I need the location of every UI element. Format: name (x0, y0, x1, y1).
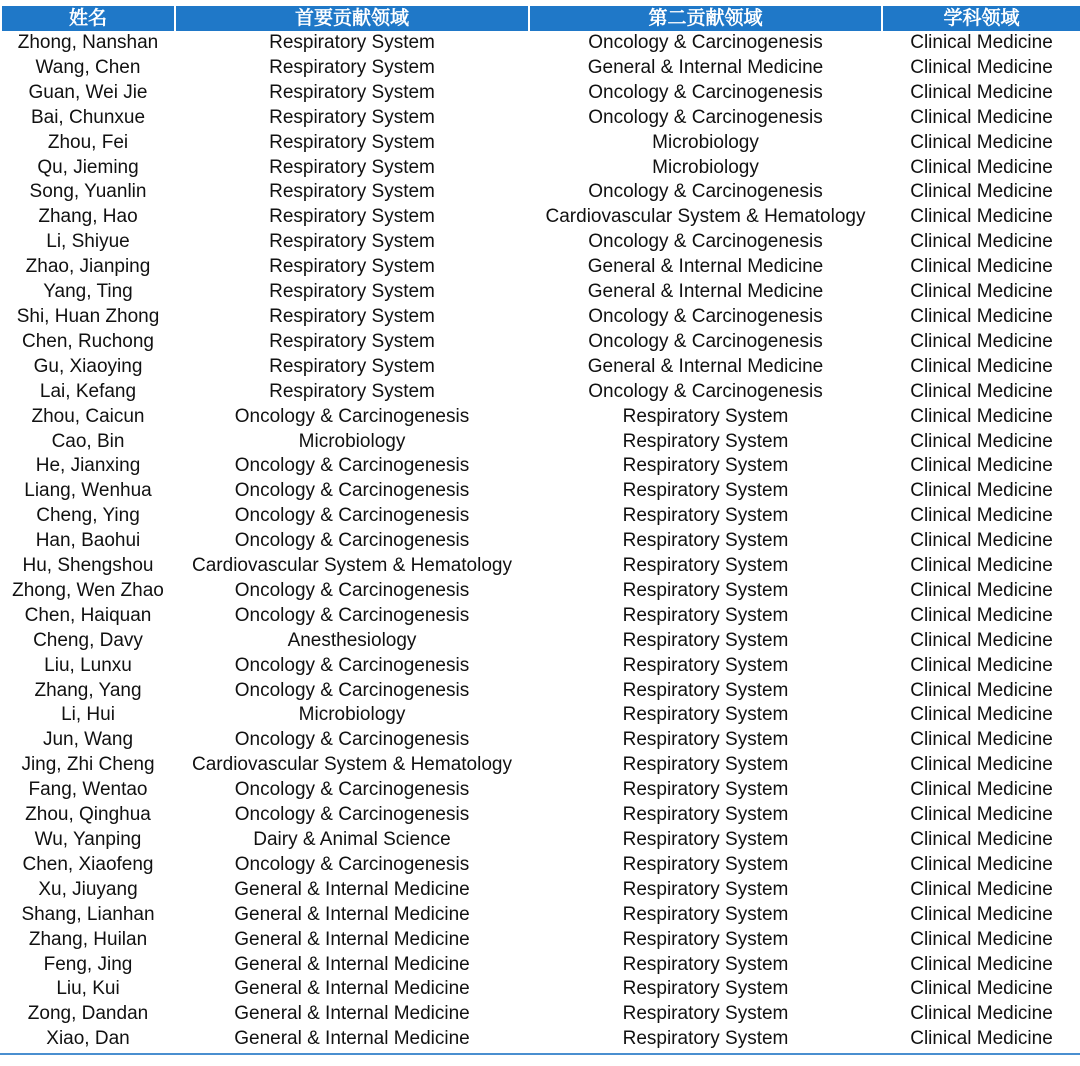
cell-name: Chen, Xiaofeng (22, 853, 154, 875)
cell-discipline: Clinical Medicine (910, 181, 1053, 203)
researcher-table-container (0, 6, 1080, 1052)
cell-secondary-field: Respiratory System (622, 679, 789, 701)
cell-primary-field: Oncology & Carcinogenesis (234, 729, 470, 751)
cell-secondary-field: Respiratory System (622, 779, 789, 801)
cell-primary-field: Respiratory System (269, 81, 435, 103)
table-row (1, 853, 1080, 878)
cell-discipline: Clinical Medicine (910, 206, 1053, 228)
researcher-table (0, 6, 1080, 1052)
header-name: 姓名 (1, 6, 175, 31)
table-row (1, 629, 1080, 654)
cell-secondary-field: Respiratory System (622, 754, 789, 776)
cell-name: Liu, Kui (56, 978, 120, 1000)
cell-name: Guan, Wei Jie (28, 81, 148, 103)
cell-discipline: Clinical Medicine (910, 953, 1053, 975)
cell-discipline: Clinical Medicine (910, 1028, 1053, 1050)
table-row (1, 1027, 1080, 1052)
cell-secondary-field: General & Internal Medicine (587, 56, 824, 78)
cell-primary-field: Respiratory System (269, 355, 435, 377)
cell-name: Zhong, Wen Zhao (12, 579, 164, 601)
table-row (1, 255, 1080, 280)
cell-discipline: Clinical Medicine (910, 305, 1053, 327)
cell-name: Feng, Jing (43, 953, 133, 975)
table-row (1, 928, 1080, 953)
table-row (1, 703, 1080, 728)
table-row (1, 728, 1080, 753)
cell-primary-field: Respiratory System (269, 131, 435, 153)
cell-name: Zhou, Qinghua (25, 804, 151, 826)
cell-primary-field: Oncology & Carcinogenesis (234, 455, 470, 477)
cell-discipline: Clinical Medicine (910, 405, 1053, 427)
table-row (1, 106, 1080, 131)
cell-name: Shi, Huan Zhong (16, 305, 160, 327)
cell-discipline: Clinical Medicine (910, 430, 1053, 452)
cell-discipline: Clinical Medicine (910, 754, 1053, 776)
cell-secondary-field: Respiratory System (622, 804, 789, 826)
cell-secondary-field: Respiratory System (622, 455, 789, 477)
cell-discipline: Clinical Medicine (910, 131, 1053, 153)
cell-primary-field: Cardiovascular System & Hematology (192, 555, 512, 577)
cell-discipline: Clinical Medicine (910, 455, 1053, 477)
cell-secondary-field: Respiratory System (622, 729, 789, 751)
cell-name: Han, Baohui (35, 530, 141, 552)
table-row (1, 1002, 1080, 1027)
cell-name: Cao, Bin (51, 430, 125, 452)
table-row (1, 156, 1080, 181)
table-row (1, 554, 1080, 579)
cell-primary-field: Oncology & Carcinogenesis (234, 530, 470, 552)
cell-primary-field: Respiratory System (269, 281, 435, 303)
table-row (1, 205, 1080, 230)
table-row (1, 430, 1080, 455)
cell-primary-field: Respiratory System (269, 32, 435, 53)
cell-discipline: Clinical Medicine (910, 56, 1053, 78)
cell-primary-field: Oncology & Carcinogenesis (234, 480, 470, 502)
cell-discipline: Clinical Medicine (910, 32, 1053, 53)
cell-name: Xu, Jiuyang (38, 878, 138, 900)
cell-discipline: Clinical Medicine (910, 330, 1053, 352)
cell-primary-field: Oncology & Carcinogenesis (234, 853, 470, 875)
cell-primary-field: Microbiology (298, 704, 406, 726)
cell-secondary-field: General & Internal Medicine (587, 256, 824, 278)
header-primary-field: 首要贡献领域 (175, 6, 529, 31)
cell-primary-field: Oncology & Carcinogenesis (234, 604, 470, 626)
cell-discipline: Clinical Medicine (910, 704, 1053, 726)
cell-name: Chen, Haiquan (24, 604, 152, 626)
cell-primary-field: General & Internal Medicine (234, 1028, 470, 1050)
table-row (1, 977, 1080, 1002)
cell-name: Wang, Chen (35, 56, 141, 78)
cell-name: Yang, Ting (43, 281, 133, 303)
table-row (1, 679, 1080, 704)
cell-secondary-field: Oncology & Carcinogenesis (588, 181, 823, 203)
cell-secondary-field: Respiratory System (622, 829, 789, 850)
table-row (1, 753, 1080, 778)
cell-secondary-field: Oncology & Carcinogenesis (588, 32, 823, 53)
table-header (1, 6, 1080, 31)
cell-secondary-field: Respiratory System (622, 579, 789, 601)
cell-primary-field: Respiratory System (269, 106, 435, 128)
cell-discipline: Clinical Medicine (910, 629, 1053, 651)
cell-discipline: Clinical Medicine (910, 106, 1053, 128)
cell-primary-field: General & Internal Medicine (234, 978, 470, 1000)
table-row (1, 180, 1080, 205)
cell-name: Jing, Zhi Cheng (21, 754, 155, 776)
cell-name: Bai, Chunxue (30, 106, 146, 128)
cell-discipline: Clinical Medicine (910, 256, 1053, 278)
cell-name: Xiao, Dan (46, 1028, 130, 1050)
cell-primary-field: General & Internal Medicine (234, 928, 470, 950)
cell-discipline: Clinical Medicine (910, 530, 1053, 552)
cell-name: Zhang, Hao (38, 206, 138, 228)
cell-primary-field: Respiratory System (269, 206, 435, 228)
table-row (1, 878, 1080, 903)
cell-name: Zhou, Caicun (31, 405, 145, 427)
cell-primary-field: General & Internal Medicine (234, 953, 470, 975)
cell-secondary-field: Microbiology (652, 156, 759, 178)
cell-secondary-field: Respiratory System (622, 1028, 789, 1050)
table-row (1, 454, 1080, 479)
cell-name: Li, Shiyue (46, 231, 130, 253)
cell-name: Zhang, Yang (34, 679, 142, 701)
cell-discipline: Clinical Medicine (910, 829, 1053, 850)
cell-secondary-field: Oncology & Carcinogenesis (588, 380, 823, 402)
cell-primary-field: Respiratory System (269, 330, 435, 352)
cell-primary-field: Cardiovascular System & Hematology (192, 754, 512, 776)
cell-discipline: Clinical Medicine (910, 903, 1053, 925)
header-row (1, 6, 1080, 31)
cell-name: Song, Yuanlin (29, 181, 147, 203)
cell-secondary-field: Oncology & Carcinogenesis (588, 330, 823, 352)
table-row (1, 579, 1080, 604)
cell-name: Jun, Wang (42, 729, 134, 751)
cell-discipline: Clinical Medicine (910, 654, 1053, 676)
header-discipline: 学科领域 (882, 6, 1080, 31)
cell-discipline: Clinical Medicine (910, 679, 1053, 701)
cell-primary-field: Respiratory System (269, 56, 435, 78)
cell-secondary-field: Respiratory System (622, 430, 789, 452)
cell-secondary-field: Cardiovascular System & Hematology (545, 206, 866, 228)
cell-name: Fang, Wentao (28, 779, 148, 801)
cell-primary-field: Oncology & Carcinogenesis (234, 679, 470, 701)
cell-primary-field: General & Internal Medicine (234, 878, 470, 900)
cell-primary-field: Respiratory System (269, 256, 435, 278)
cell-primary-field: Respiratory System (269, 380, 435, 402)
table-row (1, 330, 1080, 355)
cell-discipline: Clinical Medicine (910, 978, 1053, 1000)
cell-discipline: Clinical Medicine (910, 878, 1053, 900)
cell-secondary-field: Respiratory System (622, 1003, 789, 1025)
cell-name: Qu, Jieming (37, 156, 139, 178)
header-secondary-field: 第二贡献领域 (529, 6, 882, 31)
cell-name: Zong, Dandan (27, 1003, 149, 1025)
cell-discipline: Clinical Medicine (910, 779, 1053, 801)
cell-discipline: Clinical Medicine (910, 928, 1053, 950)
cell-primary-field: Oncology & Carcinogenesis (234, 405, 470, 427)
table-row (1, 504, 1080, 529)
table-row (1, 778, 1080, 803)
cell-secondary-field: General & Internal Medicine (587, 281, 824, 303)
bottom-rule (0, 1053, 1080, 1055)
cell-name: He, Jianxing (35, 455, 141, 477)
cell-primary-field: Respiratory System (269, 156, 435, 178)
table-row (1, 280, 1080, 305)
cell-discipline: Clinical Medicine (910, 555, 1053, 577)
table-row (1, 903, 1080, 928)
table-row (1, 380, 1080, 405)
table-row (1, 56, 1080, 81)
cell-discipline: Clinical Medicine (910, 156, 1053, 178)
table-row (1, 529, 1080, 554)
cell-primary-field: Dairy & Animal Science (253, 829, 451, 850)
cell-name: Liang, Wenhua (24, 480, 152, 502)
cell-primary-field: Microbiology (298, 430, 406, 452)
cell-secondary-field: Respiratory System (622, 629, 789, 651)
table-row (1, 131, 1080, 156)
cell-name: Shang, Lianhan (21, 903, 155, 925)
cell-name: Lai, Kefang (39, 380, 137, 402)
cell-secondary-field: Oncology & Carcinogenesis (588, 106, 823, 128)
cell-name: Cheng, Ying (36, 505, 140, 527)
cell-name: Zhou, Fei (47, 131, 129, 153)
cell-discipline: Clinical Medicine (910, 81, 1053, 103)
table-row (1, 31, 1080, 56)
cell-secondary-field: Respiratory System (622, 704, 789, 726)
cell-primary-field: Respiratory System (269, 231, 435, 253)
cell-secondary-field: Respiratory System (622, 903, 789, 925)
cell-secondary-field: Oncology & Carcinogenesis (588, 305, 823, 327)
cell-secondary-field: Respiratory System (622, 530, 789, 552)
cell-secondary-field: Respiratory System (622, 878, 789, 900)
cell-secondary-field: Respiratory System (622, 505, 789, 527)
cell-secondary-field: Respiratory System (622, 604, 789, 626)
cell-name: Liu, Lunxu (44, 654, 132, 676)
cell-secondary-field: Respiratory System (622, 654, 789, 676)
table-body (1, 31, 1080, 1052)
cell-primary-field: Respiratory System (269, 181, 435, 203)
cell-name: Wu, Yanping (34, 829, 142, 850)
cell-name: Zhong, Nanshan (17, 32, 159, 53)
table-row (1, 405, 1080, 430)
cell-primary-field: General & Internal Medicine (234, 903, 470, 925)
table-row (1, 305, 1080, 330)
cell-discipline: Clinical Medicine (910, 505, 1053, 527)
table-row (1, 355, 1080, 380)
cell-discipline: Clinical Medicine (910, 604, 1053, 626)
table-row (1, 953, 1080, 978)
cell-secondary-field: Respiratory System (622, 978, 789, 1000)
cell-secondary-field: Respiratory System (622, 953, 789, 975)
cell-discipline: Clinical Medicine (910, 579, 1053, 601)
cell-primary-field: Oncology & Carcinogenesis (234, 779, 470, 801)
table-row (1, 604, 1080, 629)
cell-discipline: Clinical Medicine (910, 380, 1053, 402)
table-row (1, 803, 1080, 828)
cell-name: Hu, Shengshou (22, 555, 154, 577)
cell-discipline: Clinical Medicine (910, 480, 1053, 502)
cell-discipline: Clinical Medicine (910, 729, 1053, 751)
cell-name: Chen, Ruchong (21, 330, 155, 352)
cell-primary-field: Oncology & Carcinogenesis (234, 654, 470, 676)
cell-primary-field: Anesthesiology (287, 629, 417, 651)
cell-primary-field: Oncology & Carcinogenesis (234, 579, 470, 601)
table-row (1, 81, 1080, 106)
cell-secondary-field: Respiratory System (622, 405, 789, 427)
cell-discipline: Clinical Medicine (910, 804, 1053, 826)
cell-primary-field: Oncology & Carcinogenesis (234, 505, 470, 527)
cell-name: Zhao, Jianping (25, 256, 151, 278)
cell-secondary-field: Microbiology (652, 131, 759, 153)
cell-discipline: Clinical Medicine (910, 355, 1053, 377)
table-row (1, 479, 1080, 504)
table-row (1, 828, 1080, 853)
cell-secondary-field: Oncology & Carcinogenesis (588, 81, 823, 103)
cell-secondary-field: Respiratory System (622, 928, 789, 950)
cell-primary-field: Oncology & Carcinogenesis (234, 804, 470, 826)
cell-primary-field: Respiratory System (269, 305, 435, 327)
table-row (1, 230, 1080, 255)
cell-name: Cheng, Davy (33, 629, 143, 651)
cell-secondary-field: Respiratory System (622, 555, 789, 577)
table-row (1, 654, 1080, 679)
cell-discipline: Clinical Medicine (910, 1003, 1053, 1025)
cell-secondary-field: Oncology & Carcinogenesis (588, 231, 823, 253)
cell-discipline: Clinical Medicine (910, 281, 1053, 303)
cell-secondary-field: Respiratory System (622, 853, 789, 875)
cell-name: Zhang, Huilan (28, 928, 148, 950)
cell-secondary-field: General & Internal Medicine (587, 355, 824, 377)
cell-primary-field: General & Internal Medicine (234, 1003, 470, 1025)
cell-name: Gu, Xiaoying (33, 355, 143, 377)
cell-secondary-field: Respiratory System (622, 480, 789, 502)
cell-discipline: Clinical Medicine (910, 853, 1053, 875)
cell-name: Li, Hui (61, 704, 115, 726)
cell-discipline: Clinical Medicine (910, 231, 1053, 253)
